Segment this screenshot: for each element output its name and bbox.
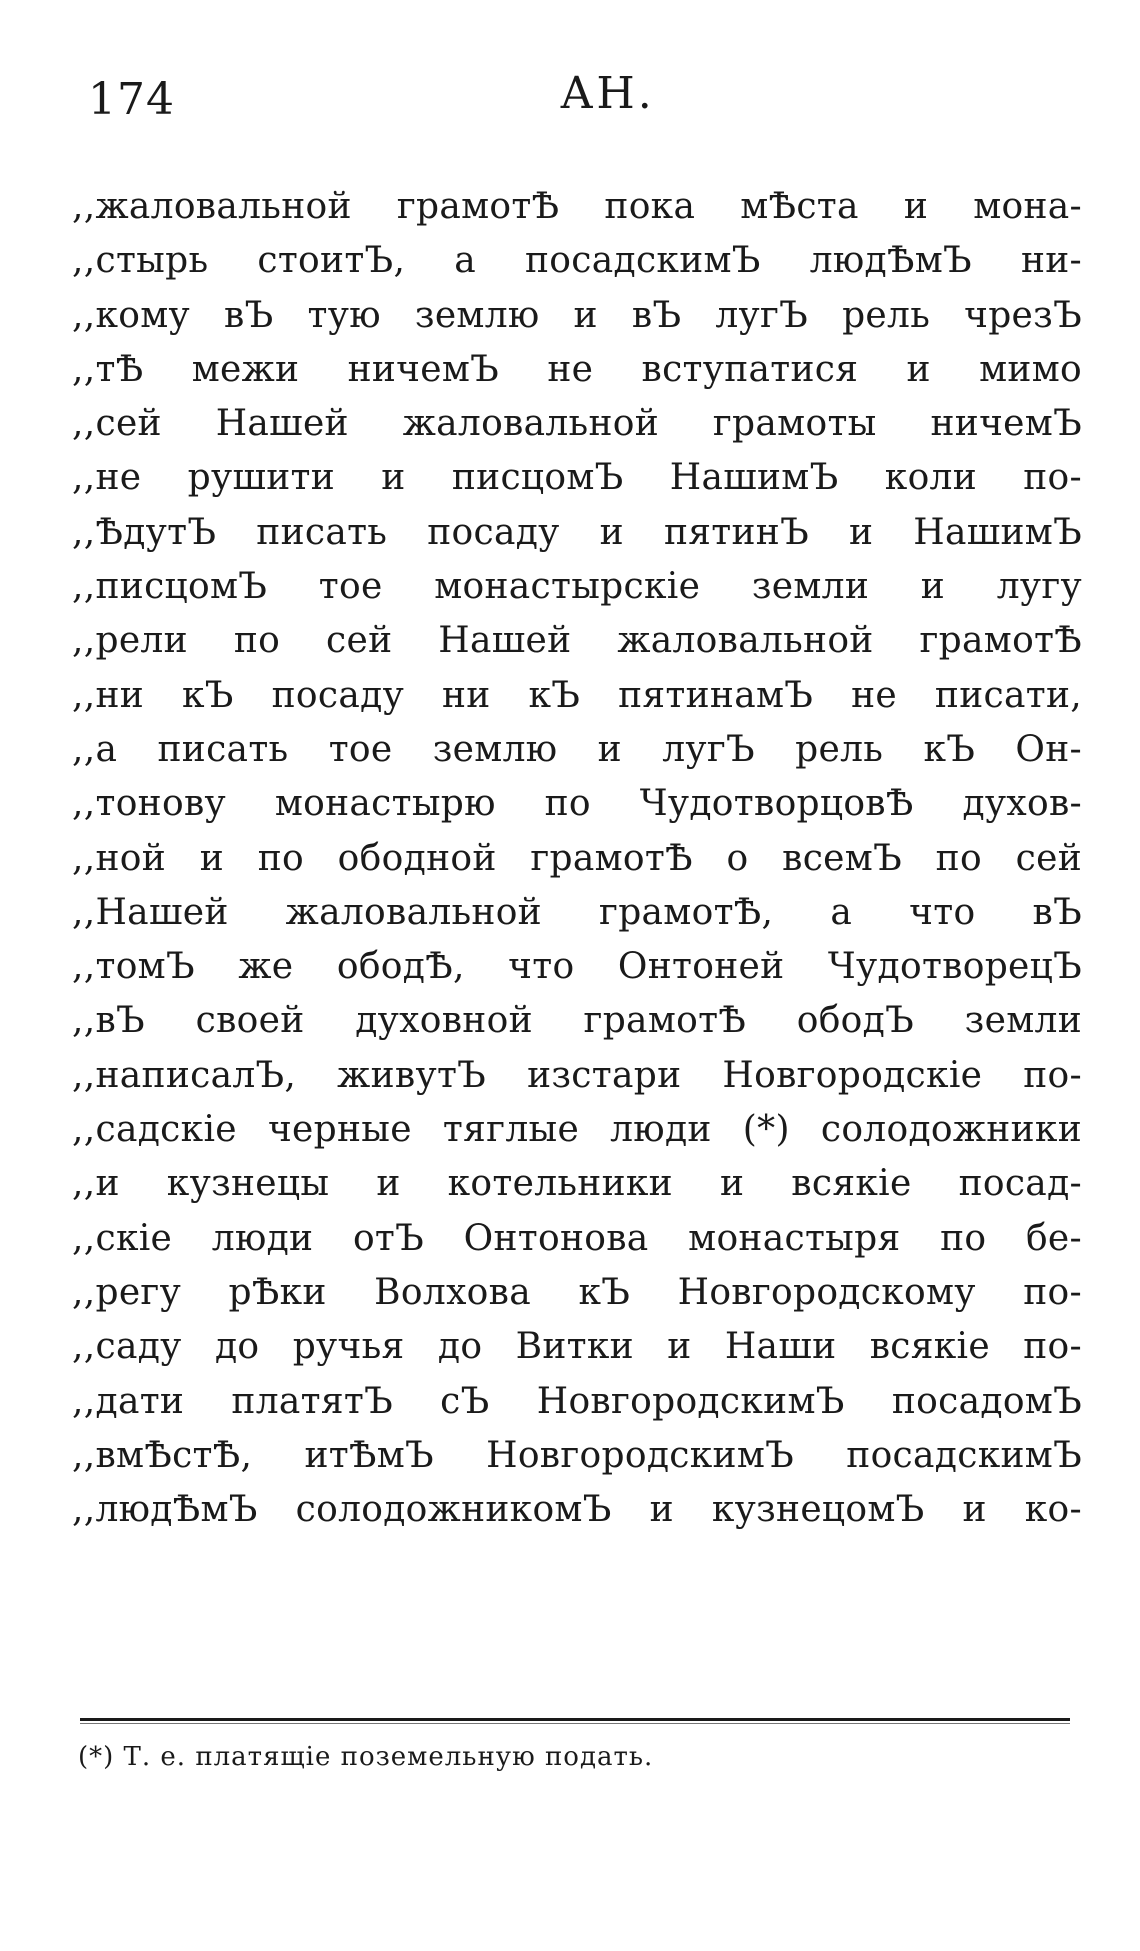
text-line: ,,рели по сей Нашей жаловальной грамотѢ	[72, 620, 1082, 662]
text-line: ,,дати платятЪ сЪ НовгородскимЪ посадомЪ	[72, 1380, 1082, 1422]
text-line: ,,ной и по ободной грамотѢ о всемЪ по сей	[72, 837, 1082, 879]
text-line: ,,ни кЪ посаду ни кЪ пятинамЪ не писати,	[72, 674, 1082, 716]
text-line: ,,стырь стоитЪ, а посадскимЪ людѢмЪ ни-	[72, 240, 1082, 282]
text-line: ,,регу рѢки Волхова кЪ Новгородскому по-	[72, 1271, 1082, 1313]
text-line: ,,написалЪ, живутЪ изстари Новгородскіе по-	[72, 1054, 1082, 1096]
footnote-divider	[80, 1718, 1070, 1724]
text-line: ,,садскіе черные тяглые люди (*) солодожники	[72, 1109, 1082, 1151]
text-line: ,,сей Нашей жаловальной грамоты ничемЪ	[72, 403, 1082, 445]
text-line: ,,ѢдутЪ писать посаду и пятинЪ и НашимЪ	[72, 511, 1082, 553]
text-line: ,,и кузнецы и котельники и всякіе посад-	[72, 1163, 1082, 1205]
text-line: ,,саду до ручья до Витки и Наши всякіе по-	[72, 1326, 1082, 1368]
text-line: ,,Нашей жаловальной грамотѢ, а что вЪ	[72, 891, 1082, 933]
footnote: (*) Т. е. платящіе поземельную подать.	[78, 1742, 654, 1772]
text-line: ,,вЪ своей духовной грамотѢ ободЪ земли	[72, 1000, 1082, 1042]
text-line: ,,тонову монастырю по ЧудотворцовѢ духов-	[72, 783, 1082, 825]
text-line: ,,скіе люди отЪ Онтонова монастыря по бе-	[72, 1217, 1082, 1259]
page-number: 174	[88, 74, 175, 125]
text-line: ,,не рушити и писцомЪ НашимЪ коли по-	[72, 457, 1082, 499]
text-line: ,,тѢ межи ничемЪ не вступатися и мимо	[72, 348, 1082, 390]
text-line: ,,вмѢстѢ, итѢмЪ НовгородскимЪ посадскимЪ	[72, 1434, 1082, 1476]
text-line: ,,кому вЪ тую землю и вЪ лугЪ рель чрезЪ	[72, 294, 1082, 336]
text-line: ,,а писать тое землю и лугЪ рель кЪ Он-	[72, 728, 1082, 770]
body-text	[72, 180, 1082, 1537]
text-line: ,,писцомЪ тое монастырскіе земли и лугу	[72, 566, 1082, 608]
text-line: ,,людѢмЪ солодожникомЪ и кузнецомЪ и ко-	[72, 1489, 1082, 1531]
text-line: ,,томЪ же ободѢ, что Онтоней ЧудотворецЪ	[72, 946, 1082, 988]
running-head: АН.	[560, 68, 655, 119]
page-header	[0, 60, 1140, 130]
text-line: ,,жаловальной грамотѢ пока мѢста и мона-	[72, 186, 1082, 227]
